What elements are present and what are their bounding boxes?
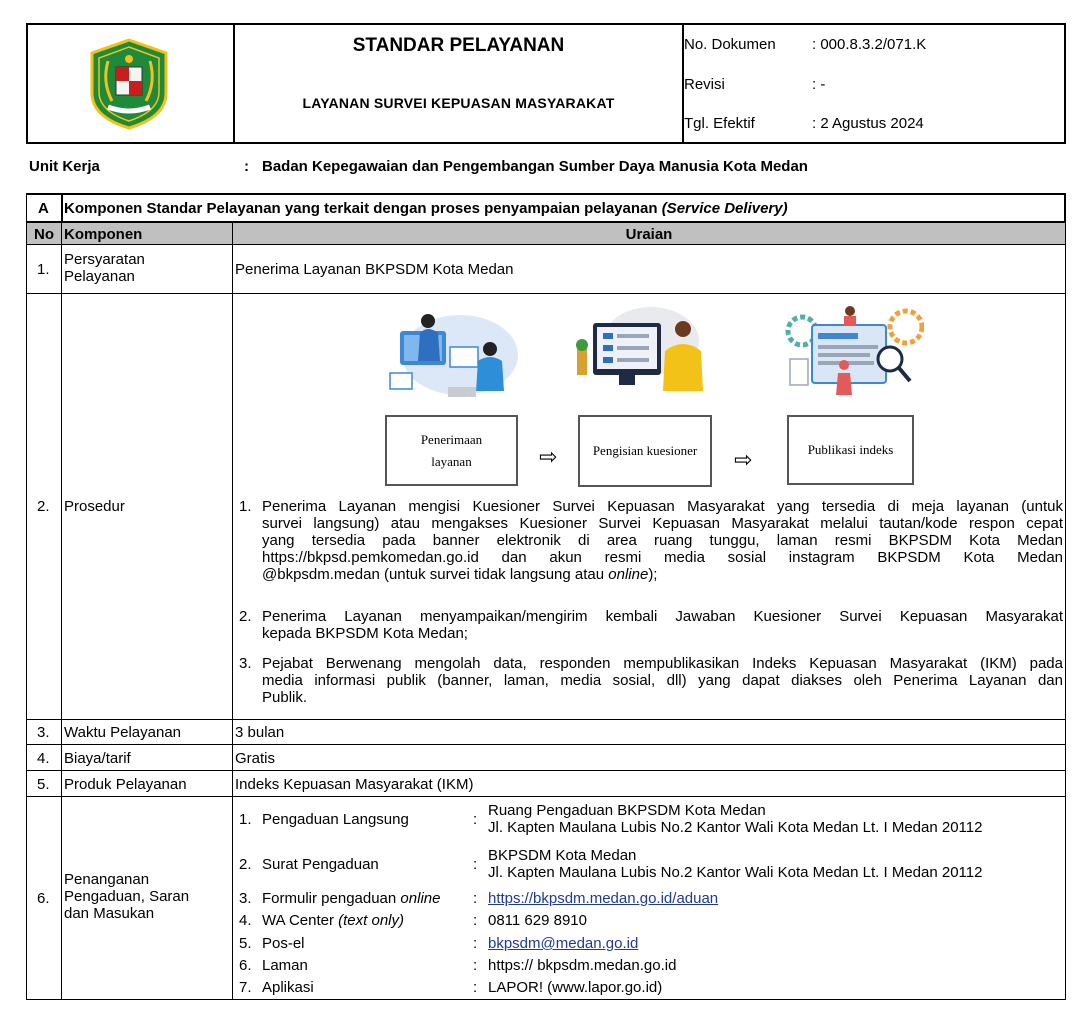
complaint-channel-colon: : xyxy=(473,856,478,873)
row-3-no: 3. xyxy=(37,724,50,741)
row-4-no: 4. xyxy=(37,750,50,767)
row-5-komponen: Produk Pelayanan xyxy=(64,776,187,793)
section-letter: A xyxy=(38,200,49,217)
complaint-channel-label: Surat Pengaduan xyxy=(262,856,379,873)
complaint-channel-label: Laman xyxy=(262,957,308,974)
row-5-uraian: Indeks Kepuasan Masyarakat (IKM) xyxy=(235,776,474,793)
complaint-channel-label: Aplikasi xyxy=(262,979,314,996)
row-1-no: 1. xyxy=(37,261,50,278)
procedure-step-3: Pejabat Berwenang mengolah data, responden mempublikasikan Indeks Kepuasan Masyarakat (IKM) pada media informasi publik (banner, laman, media sosial, dll) yang dapat diakses oleh Penerima Layanan dan Publik. xyxy=(262,655,1063,706)
row-4-komponen: Biaya/tarif xyxy=(64,750,131,767)
meta-cell xyxy=(684,25,1064,142)
document-header xyxy=(26,23,1066,144)
complaint-channel-label: WA Center (text only) xyxy=(262,912,404,929)
unit-kerja-colon: : xyxy=(244,158,249,175)
complaint-channel-label: Formulir pengaduan online xyxy=(262,890,441,907)
complaint-channel-colon: : xyxy=(473,890,478,907)
unit-kerja-value: Badan Kepegawaian dan Pengembangan Sumber Daya Manusia Kota Medan xyxy=(262,158,808,175)
row-2-no: 2. xyxy=(37,498,50,515)
application-name: LAPOR! (www.lapor.go.id) xyxy=(488,979,663,996)
flow-step-service-reception: Penerimaan layanan xyxy=(385,415,518,486)
kota-medan-emblem-icon xyxy=(86,37,172,131)
complaint-channel-number: 2. xyxy=(239,856,252,873)
complaint-channel-number: 4. xyxy=(239,912,252,929)
index-publication-illustration xyxy=(778,303,924,403)
meta-value: : - xyxy=(812,76,826,93)
row-3-komponen: Waktu Pelayanan xyxy=(64,724,182,741)
online-complaint-form-link[interactable]: https://bkpsdm.medan.go.id/aduan xyxy=(488,890,719,907)
complaint-channel-colon: : xyxy=(473,957,478,974)
complaint-channel-colon: : xyxy=(473,935,478,952)
service-standard-table xyxy=(26,193,1066,1000)
row-1-komponen: Persyaratan Pelayanan xyxy=(64,251,145,285)
title-cell xyxy=(235,25,684,142)
meta-label: Revisi xyxy=(684,76,725,93)
complaint-channel-colon: : xyxy=(473,912,478,929)
col-header-uraian: Uraian xyxy=(625,226,673,243)
flow-step-index-publication: Publikasi indeks xyxy=(787,415,914,485)
complaint-channel-colon: : xyxy=(473,811,478,828)
logo-cell xyxy=(28,25,235,142)
row-4-uraian: Gratis xyxy=(235,750,276,767)
procedure-step-number: 3. xyxy=(239,655,252,672)
questionnaire-filling-illustration xyxy=(573,301,711,401)
procedure-step-number: 1. xyxy=(239,498,252,515)
website-url: https:// bkpsdm.medan.go.id xyxy=(488,957,677,974)
flow-arrow-icon: ⇨ xyxy=(734,447,753,472)
complaint-channel-number: 6. xyxy=(239,957,252,974)
complaint-channel-number: 5. xyxy=(239,935,252,952)
email-link[interactable]: bkpsdm@medan.go.id xyxy=(488,935,639,952)
complaint-channel-label: Pengaduan Langsung xyxy=(262,811,409,828)
flow-arrow-icon: ⇨ xyxy=(539,444,558,469)
procedure-step-2: Penerima Layanan menyampaikan/mengirim kembali Jawaban Kuesioner Survei Kepuasan Masyarakat kepada BKPSDM Kota Medan; xyxy=(262,608,1063,642)
complaint-channel-number: 1. xyxy=(239,811,252,828)
col-header-no: No xyxy=(34,226,54,243)
meta-row-effective-date xyxy=(684,115,1064,137)
meta-value: : 2 Agustus 2024 xyxy=(812,115,924,132)
unit-kerja-label: Unit Kerja xyxy=(29,158,100,175)
procedure-step-number: 2. xyxy=(239,608,252,625)
document-subtitle: LAYANAN SURVEI KEPUASAN MASYARAKAT xyxy=(302,95,615,111)
row-1-uraian: Penerima Layanan BKPSDM Kota Medan xyxy=(235,261,514,278)
complaint-channel-colon: : xyxy=(473,979,478,996)
flow-step-questionnaire: Pengisian kuesioner xyxy=(578,415,712,487)
row-6-komponen: Penanganan Pengaduan, Saran dan Masukan xyxy=(64,871,190,922)
service-reception-illustration xyxy=(380,303,522,405)
row-5-no: 5. xyxy=(37,776,50,793)
meta-label: Tgl. Efektif xyxy=(684,115,755,132)
complaint-channel-value: BKPSDM Kota Medan Jl. Kapten Maulana Lubis No.2 Kantor Wali Kota Medan Lt. I Medan 20112 xyxy=(488,847,983,881)
complaint-channel-number: 3. xyxy=(239,890,252,907)
complaint-channel-value: Ruang Pengaduan BKPSDM Kota Medan Jl. Kapten Maulana Lubis No.2 Kantor Wali Kota Medan Lt. I Medan 20112 xyxy=(488,802,983,836)
row-6-no: 6. xyxy=(37,890,50,907)
meta-row-document-no xyxy=(684,36,1064,58)
procedure-step-1: Penerima Layanan mengisi Kuesioner Survei Kepuasan Masyarakat yang tersedia di meja layanan (untuk survei langsung) atau mengakses Kuesioner Survei Kepuasan Masyarakat melalui tautan/kode respon cepat yang tersedia pada banner elektronik di area ruang tunggu, laman resmi BKPSDM Kota Medan https://bkpsd.pemkomedan.go.id dan akun resmi media sosial instagram BKPSDM Kota Medan @bkpsdm.medan (untuk survei tidak langsung atau online); xyxy=(262,498,1063,583)
wa-center-number: 0811 629 8910 xyxy=(488,912,587,929)
complaint-channel-label: Pos-el xyxy=(262,935,305,952)
col-header-komponen: Komponen xyxy=(64,226,143,243)
row-3-uraian: 3 bulan xyxy=(235,724,285,741)
document-title: STANDAR PELAYANAN xyxy=(352,35,565,56)
section-title: Komponen Standar Pelayanan yang terkait dengan proses penyampaian pelayanan (Service Delivery) xyxy=(64,200,788,217)
meta-value: : 000.8.3.2/071.K xyxy=(812,36,927,53)
meta-row-revision xyxy=(684,76,1064,98)
meta-label: No. Dokumen xyxy=(684,36,776,53)
row-2-komponen: Prosedur xyxy=(64,498,125,515)
complaint-channel-number: 7. xyxy=(239,979,252,996)
